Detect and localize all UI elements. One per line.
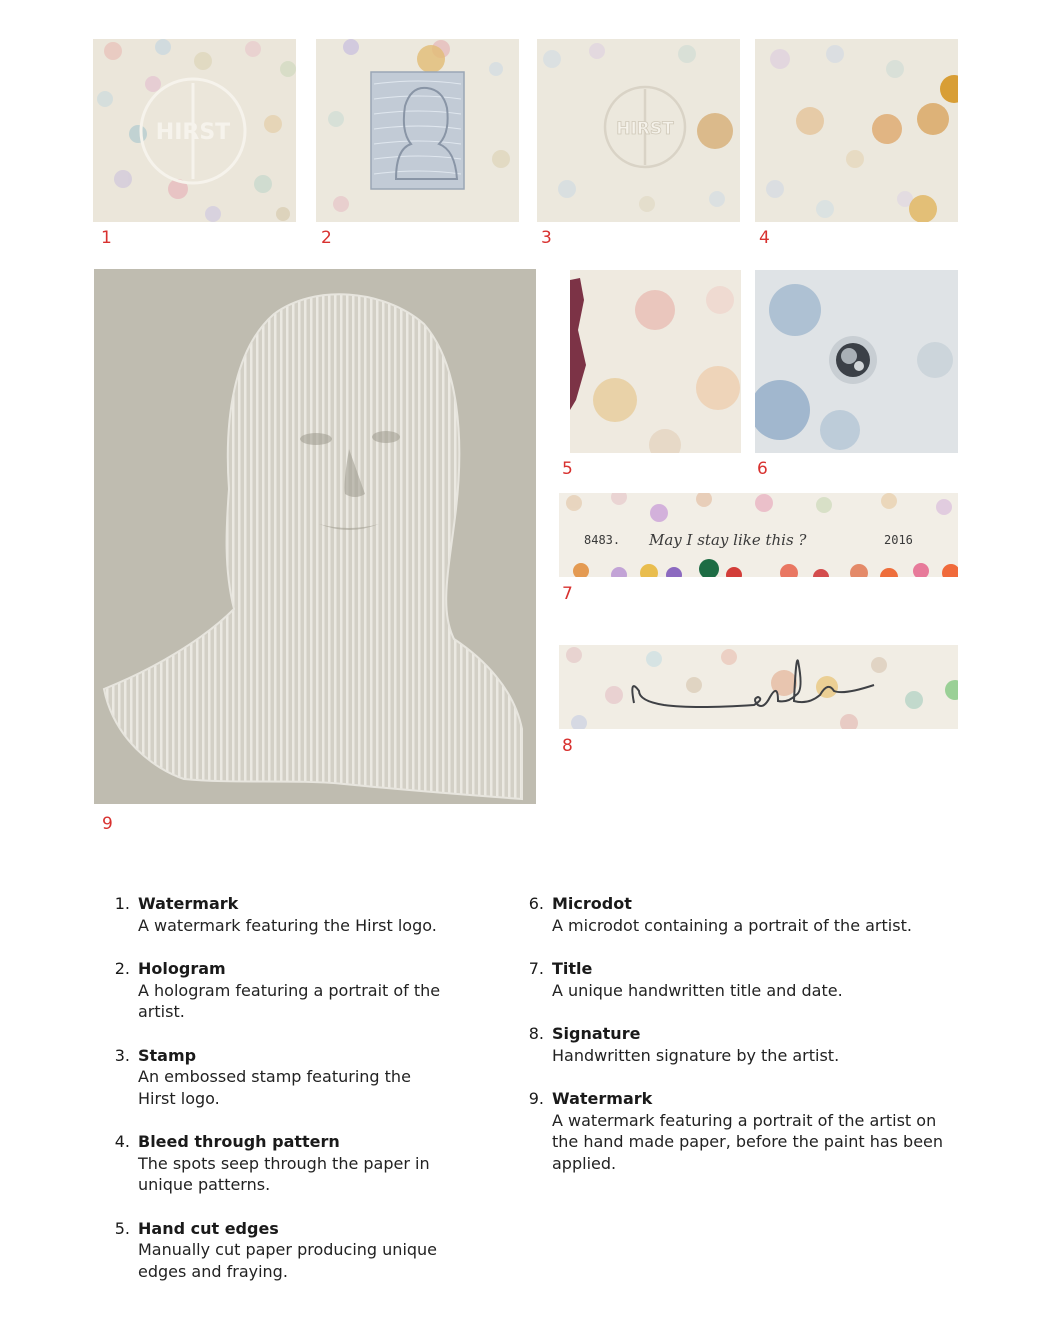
feature-index: 3. (114, 1045, 130, 1065)
feature-index: 1. (114, 894, 130, 913)
feature-index: 2. (114, 959, 130, 978)
panel-number: 2 (321, 228, 332, 248)
feature-index: 8. (528, 1024, 544, 1043)
feature-title: Hand cut edges (138, 1218, 279, 1238)
feature-list-right (522, 893, 962, 1196)
feature-description: A unique handwritten title and date. (552, 980, 843, 1000)
feature-index: 4. (114, 1132, 130, 1151)
panel-number: 6 (757, 459, 768, 479)
panel-number: 7 (562, 584, 573, 604)
feature-index: 7. (528, 959, 544, 978)
feature-index: 5. (114, 1218, 130, 1238)
feature-description: An embossed stamp featuring the Hirst logo. (138, 1067, 411, 1108)
feature-description: A microdot containing a portrait of the artist. (552, 915, 912, 935)
panel-number: 8 (562, 736, 573, 756)
feature-item (522, 1088, 962, 1174)
hirst-watermark-icon (93, 39, 296, 222)
feature-item (522, 958, 962, 1001)
panel-1-watermark (93, 39, 296, 222)
feature-index: 9. (528, 1089, 544, 1108)
handwritten-title: May I stay like this ? (649, 531, 807, 549)
panel-number: 1 (101, 228, 112, 248)
feature-list-left (108, 893, 508, 1304)
feature-item (108, 1045, 508, 1110)
handwritten-id: 8483. (584, 533, 621, 547)
feature-index: 6. (528, 894, 544, 913)
feature-title: Watermark (552, 1089, 653, 1108)
panel-6-microdot (755, 270, 958, 453)
panel-4-bleed-through (755, 39, 958, 222)
panel-7-title (559, 493, 958, 577)
hologram-portrait-icon (316, 39, 519, 222)
feature-description: The spots seep through the paper in unique patterns. (138, 1153, 430, 1194)
portrait-watermark-icon (94, 269, 536, 804)
panel-5-hand-cut-edges (570, 270, 741, 453)
handwritten-title-icon (559, 493, 958, 577)
feature-title: Title (552, 959, 593, 978)
feature-item (522, 1023, 962, 1066)
panel-3-stamp (537, 39, 740, 222)
feature-item (108, 893, 508, 936)
watermark-logo-text: HIRST (155, 120, 231, 145)
feature-description: A watermark featuring the Hirst logo. (138, 915, 437, 935)
feature-item (108, 958, 508, 1023)
bleed-spots-icon (755, 39, 958, 222)
panel-8-signature (559, 645, 958, 729)
signature-icon (559, 645, 958, 729)
feature-item (522, 893, 962, 936)
feature-title: Hologram (138, 959, 226, 978)
feature-title: Stamp (138, 1045, 197, 1065)
feature-description: A hologram featuring a portrait of the artist. (138, 980, 441, 1021)
microdot-icon (755, 270, 958, 453)
feature-title: Microdot (552, 894, 632, 913)
feature-item (108, 1131, 508, 1196)
hand-cut-edge-icon (570, 270, 741, 453)
feature-description: Handwritten signature by the artist. (552, 1045, 840, 1065)
panel-number: 3 (541, 228, 552, 248)
feature-title: Watermark (138, 894, 239, 913)
feature-item (108, 1218, 508, 1283)
feature-title: Signature (552, 1024, 641, 1043)
panel-number: 4 (759, 228, 770, 248)
stamp-logo-text: HIRST (616, 119, 674, 139)
feature-title: Bleed through pattern (138, 1132, 340, 1151)
panel-number: 5 (562, 459, 573, 479)
handwritten-year: 2016 (884, 533, 913, 547)
panel-number: 9 (102, 814, 113, 834)
hirst-stamp-icon (537, 39, 740, 222)
feature-description: A watermark featuring a portrait of the artist on the hand made paper, before the paint has been applied. (552, 1110, 944, 1173)
panel-2-hologram (316, 39, 519, 222)
panel-9-portrait-watermark (94, 269, 536, 804)
feature-description: Manually cut paper producing unique edges and fraying. (138, 1240, 438, 1281)
